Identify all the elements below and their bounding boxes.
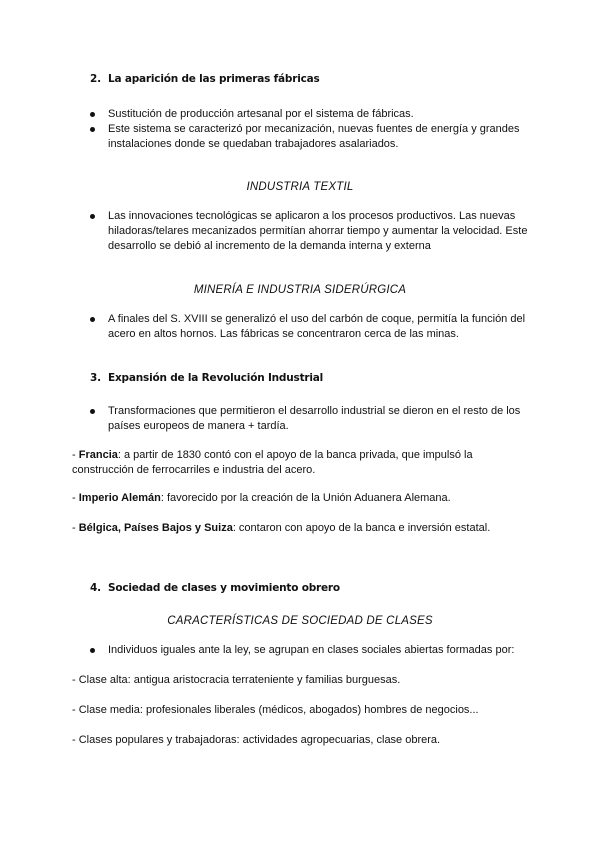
class-alta: - Clase alta: antigua aristocracia terrateniente y familias burguesas. xyxy=(72,674,401,686)
textil-subtitle: INDUSTRIA TEXTIL xyxy=(246,181,354,193)
country-name: Francia xyxy=(78,449,118,461)
section-4-heading xyxy=(90,581,340,596)
section-2-number: 2. xyxy=(90,73,101,85)
country-francia: - Francia: a partir de 1830 contó con el apoyo de la banca privada, que impulsó la construcción de ferrocarriles e industria del acero. xyxy=(72,449,473,476)
class-media: - Clase media: profesionales liberales (médicos, abogados) hombres de negocios... xyxy=(72,704,479,716)
section-4-title: Sociedad de clases y movimiento obrero xyxy=(108,582,340,594)
section-3-number: 3. xyxy=(90,372,101,384)
list-item: Transformaciones que permitieron el desarrollo industrial se dieron en el resto de los países europeos de manera + tardía. xyxy=(90,404,530,434)
bullet-icon xyxy=(90,112,95,117)
section-3-title: Expansión de la Revolución Industrial xyxy=(108,372,324,384)
list-item: Este sistema se caracterizó por mecanización, nuevas fuentes de energía y grandes instalaciones donde se quedaban trabajadores asalariados. xyxy=(90,122,530,152)
list-item: Individuos iguales ante la ley, se agrupan en clases sociales abiertas formadas por: xyxy=(90,643,530,658)
section-3-heading xyxy=(90,371,323,386)
country-alemania: - Imperio Alemán: favorecido por la creación de la Unión Aduanera Alemana. xyxy=(72,492,451,504)
mineria-bullets xyxy=(90,312,530,342)
bullet-icon xyxy=(90,648,95,653)
section-2-heading xyxy=(90,72,320,87)
country-name: Bélgica, Países Bajos y Suiza xyxy=(78,522,233,534)
mineria-subtitle: MINERÍA E INDUSTRIA SIDERÚRGICA xyxy=(193,284,407,296)
bullet-icon xyxy=(90,127,95,132)
section-4-bullets xyxy=(90,643,530,658)
sociedad-subtitle: CARACTERÍSTICAS DE SOCIEDAD DE CLASES xyxy=(167,615,433,627)
bullet-icon xyxy=(90,409,95,414)
bullet-icon xyxy=(90,317,95,322)
bullet-icon xyxy=(90,214,95,219)
list-item: Las innovaciones tecnológicas se aplicaron a los procesos productivos. Las nuevas hiladoras/telares mecanizados permitían ahorrar tiempo y aumentar la velocidad. Este desarrollo se debió al incremento de la demanda interna y externa xyxy=(90,209,530,254)
class-populares: - Clases populares y trabajadoras: actividades agropecuarias, clase obrera. xyxy=(72,734,441,746)
textil-bullets xyxy=(90,209,530,254)
section-2-bullets xyxy=(90,107,530,152)
list-item: Sustitución de producción artesanal por el sistema de fábricas. xyxy=(90,107,530,122)
section-3-bullets xyxy=(90,404,530,434)
section-4-number: 4. xyxy=(90,582,101,594)
country-name: Imperio Alemán xyxy=(78,492,161,504)
country-belgica: - Bélgica, Países Bajos y Suiza: contaron con apoyo de la banca e inversión estatal. xyxy=(72,522,491,534)
section-2-title: La aparición de las primeras fábricas xyxy=(108,73,320,85)
list-item: A finales del S. XVIII se generalizó el uso del carbón de coque, permitía la función del acero en altos hornos. Las fábricas se concentraron cerca de las minas. xyxy=(90,312,530,342)
